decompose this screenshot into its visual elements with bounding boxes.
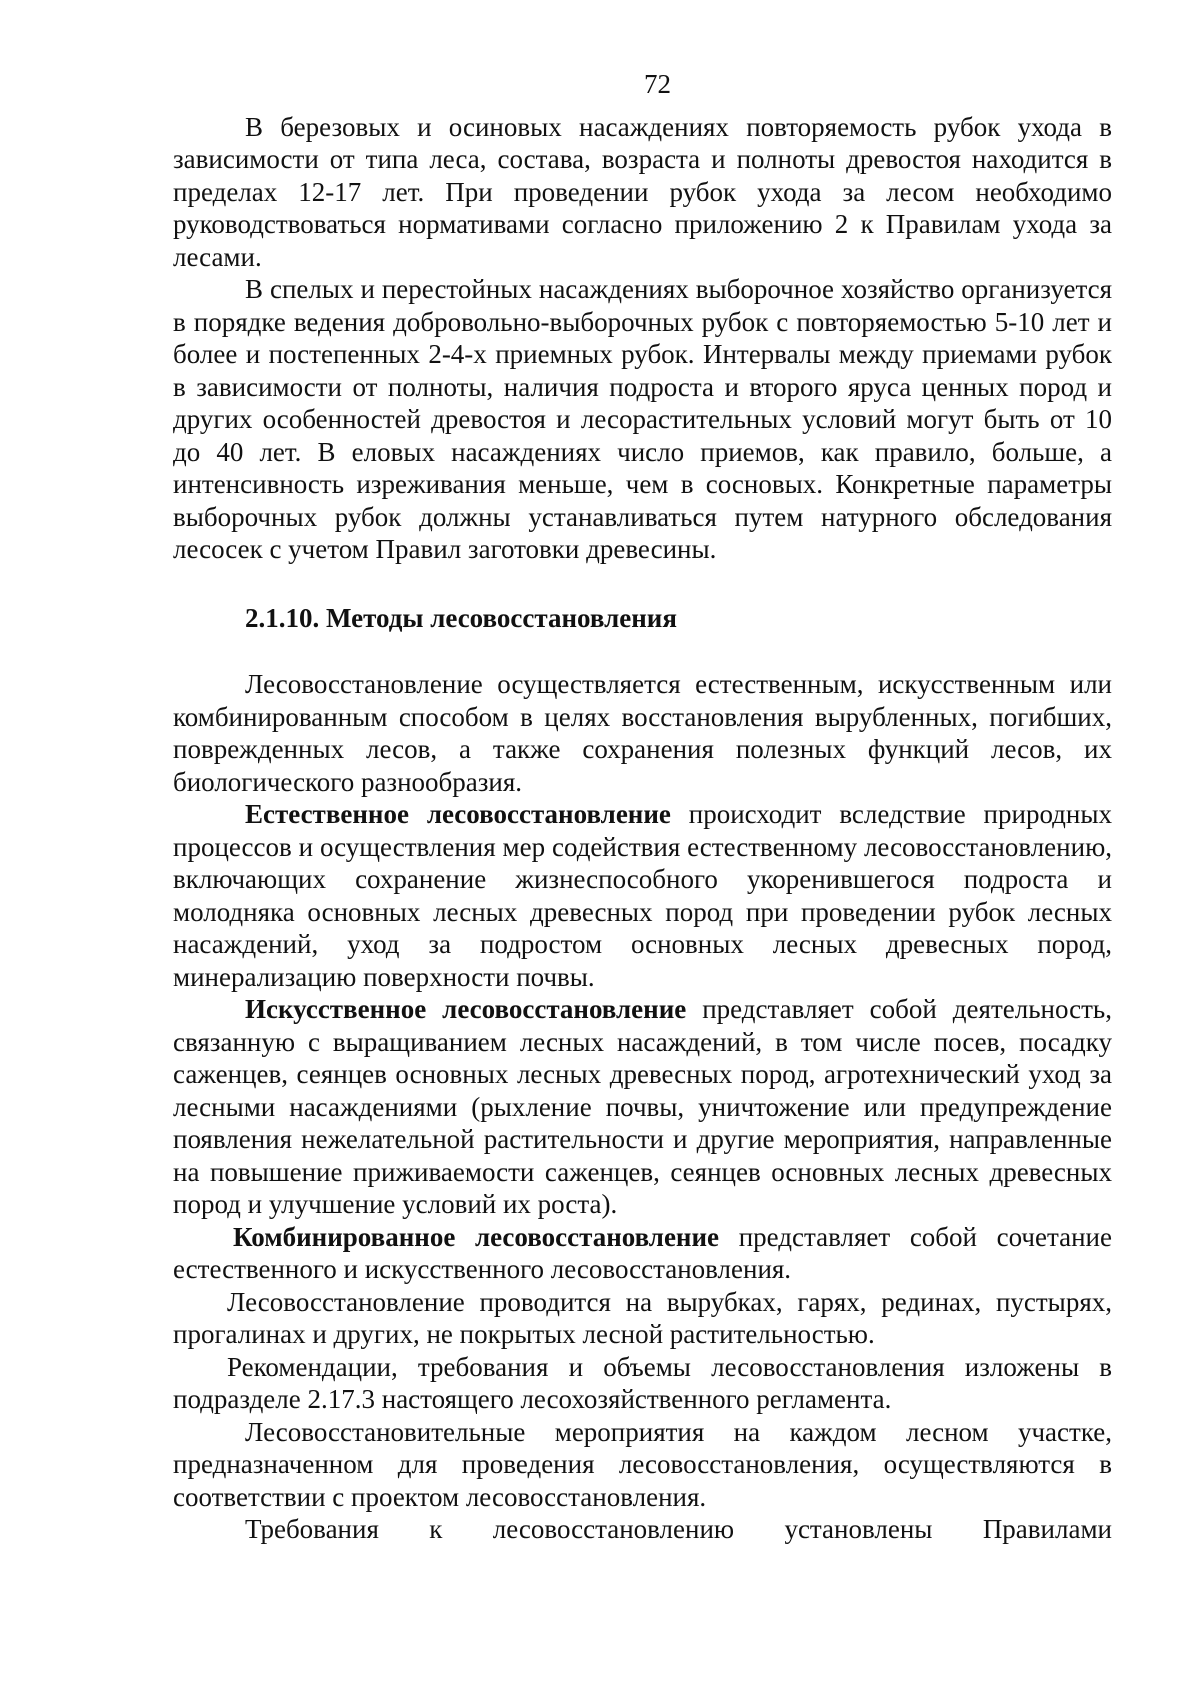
paragraph-thinning-frequency: В березовых и осиновых насаждениях повторяемость рубок ухода в зависимости от типа леса, состава, возраста и полноты древостоя находится в пределах 12-17 лет. При проведении рубок ухода за лесом необходимо руководствоваться нормативами согласно приложению 2 к Правилам ухода за лесами. [173, 111, 1112, 272]
paragraph-reforestation-project: Лесовосстановительные мероприятия на каждом лесном участке, предназначенном для проведения лесовосстановления, осуществляются в соответствии с проектом лесовосстановления. [173, 1416, 1112, 1512]
paragraph-text: представляет собой деятельность, связанную с выращиванием лесных насаждений, в том числе посев, посадку саженцев, сеянцев основных лесных древесных пород, агротехнический уход за лесными насаждениями (рыхление почвы, уничтожение или предупреждение появления нежелательной растительности и другие мероприятия, направленные на повышение приживаемости саженцев, сеянцев основных лесных древесных пород и улучшение условий их роста). [173, 994, 1112, 1219]
paragraph-text: представляет собой сочетание естественного и искусственного лесовосстановления. [173, 1221, 1112, 1284]
section-heading: 2.1.10. Методы лесовосстановления [245, 602, 677, 633]
paragraph-recommendations: Рекомендации, требования и объемы лесовосстановления изложены в подразделе 2.17.3 настоящего лесохозяйственного регламента. [173, 1351, 1112, 1414]
paragraph-combined-reforestation [173, 1221, 1112, 1286]
term-combined-reforestation: Комбинированное лесовосстановление [233, 1221, 720, 1252]
paragraph-artificial-reforestation [173, 993, 1112, 1221]
paragraph-reforestation-methods: Лесовосстановление осуществляется естественным, искусственным или комбинированным способом в целях восстановления вырубленных, погибших, поврежденных лесов, а также сохранения полезных функций лесов, их биологического разнообразия. [173, 669, 1112, 797]
paragraph-text: происходит вследствие природных процессов и осуществления мер содействия естественному лесовосстановлению, включающих сохранение жизнеспособного укоренившегося подроста и молодняка основных лесных древесных пород при проведении рубок лесных насаждений, уход за подростом основных лесных древесных пород, минерализацию поверхности почвы. [173, 799, 1112, 992]
term-natural-reforestation: Естественное лесовосстановление [245, 799, 671, 829]
page-number: 72 [644, 69, 671, 99]
paragraph-requirements: Требования к лесовосстановлению установлены Правилами [245, 1514, 1112, 1544]
paragraph-reforestation-sites: Лесовосстановление проводится на вырубках, гарях, рединах, пустырях, прогалинах и других, не покрытых лесной растительностью. [173, 1286, 1112, 1349]
term-artificial-reforestation: Искусственное лесовосстановление [245, 994, 687, 1024]
paragraph-selective-felling: В спелых и перестойных насаждениях выборочное хозяйство организуется в порядке ведения добровольно-выборочных рубок с повторяемостью 5-10 лет и более и постепенных 2-4-х приемных рубок. Интервалы между приемами рубок в зависимости от полноты, наличия подроста и второго яруса ценных пород и других особенностей древостоя и лесорастительных условий могут быть от 10 до 40 лет. В еловых насаждениях число приемов, как правило, больше, а интенсивность изреживания меньше, чем в сосновых. Конкретные параметры выборочных рубок должны устанавливаться путем натурного обследования лесосек с учетом Правил заготовки древесины. [173, 274, 1112, 564]
paragraph-natural-reforestation [173, 798, 1112, 993]
